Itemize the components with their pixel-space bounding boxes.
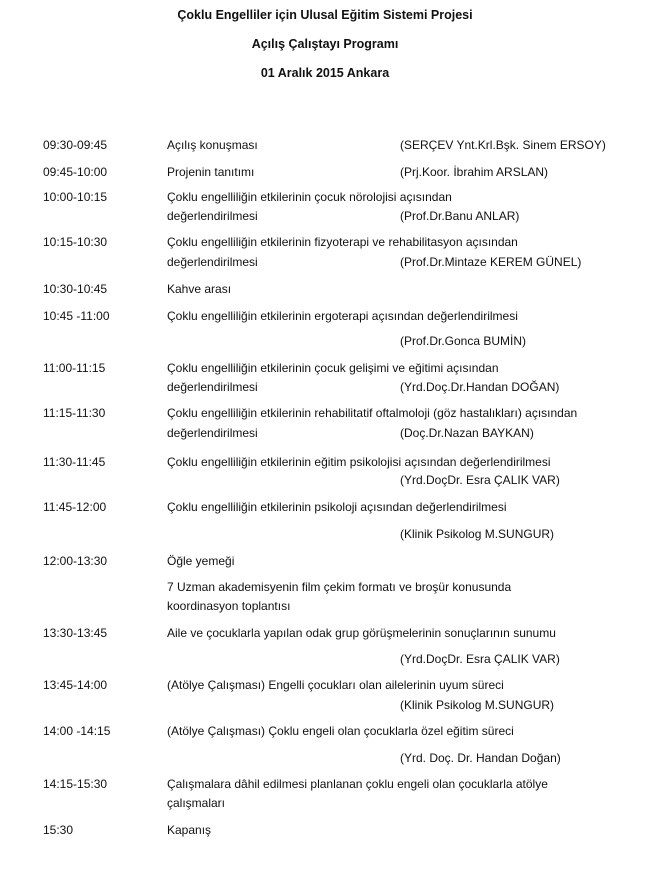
session-speaker: (Doç.Dr.Nazan BAYKAN) — [400, 426, 534, 440]
session-title: Öğle yemeği — [167, 554, 235, 568]
program-title: Açılış Çalıştayı Programı — [251, 37, 399, 51]
session-title: Çalışmalara dâhil edilmesi planlanan çoklu engeli olan çocuklarla atölye — [167, 777, 548, 791]
session-speaker: (Yrd. Doç. Dr. Handan Doğan) — [400, 751, 561, 765]
session-time: 10:30-10:45 — [43, 282, 108, 296]
session-time: 11:45-12:00 — [43, 500, 107, 514]
session-time: 13:30-13:45 — [43, 626, 108, 640]
session-time: 11:30-11:45 — [43, 455, 106, 469]
session-title: Çoklu engelliliğin etkilerinin rehabilitatif oftalmoloji (göz hastalıkları) açısından — [167, 406, 578, 420]
session-title: Kapanış — [167, 823, 212, 837]
session-title: Çoklu engelliliğin etkilerinin çocuk nörolojisi açısından — [167, 190, 452, 204]
session-title: Çoklu engelliliğin etkilerinin ergoterapi açısından değerlendirilmesi — [167, 309, 518, 323]
session-title-cont: değerlendirilmesi — [167, 380, 258, 394]
session-speaker: (SERÇEV Ynt.Krl.Bşk. Sinem ERSOY) — [400, 138, 606, 152]
session-time: 14:15-15:30 — [43, 777, 108, 791]
session-speaker: (Yrd.DoçDr. Esra ÇALIK VAR) — [400, 473, 560, 487]
session-title: Açılış konuşması — [167, 138, 258, 152]
session-title: Kahve arası — [167, 282, 232, 296]
session-speaker: (Prof.Dr.Mintaze KEREM GÜNEL) — [400, 255, 582, 269]
session-speaker: (Yrd.DoçDr. Esra ÇALIK VAR) — [400, 652, 560, 666]
session-time: 09:30-09:45 — [43, 138, 108, 152]
session-time: 09:45-10:00 — [43, 165, 108, 179]
session-speaker: (Prj.Koor. İbrahim ARSLAN) — [400, 165, 549, 179]
session-time: 10:00-10:15 — [43, 190, 108, 204]
date-location: 01 Aralık 2015 Ankara — [260, 66, 390, 80]
session-time: 13:45-14:00 — [43, 678, 108, 692]
session-title: Çoklu engelliliğin etkilerinin çocuk gelişimi ve eğitimi açısından — [167, 361, 499, 375]
project-title: Çoklu Engelliler için Ulusal Eğitim Sistemi Projesi — [177, 8, 473, 22]
session-time: 11:15-11:30 — [43, 406, 106, 420]
session-title-cont: değerlendirilmesi — [167, 209, 258, 223]
session-title-cont: değerlendirilmesi — [167, 255, 258, 269]
session-title-cont: değerlendirilmesi — [167, 426, 258, 440]
session-title: Aile ve çocuklarla yapılan odak grup görüşmelerinin sonuçlarının sunumu — [167, 626, 556, 640]
session-time: 11:00-11:15 — [43, 361, 106, 375]
session-title: Çoklu engelliliğin etkilerinin psikoloji açısından değerlendirilmesi — [167, 500, 507, 514]
session-time: 15:30 — [43, 823, 74, 837]
session-title-cont: çalışmaları — [167, 796, 226, 810]
session-title: Çoklu engelliliğin etkilerinin fizyoterapi ve rehabilitasyon açısından — [167, 235, 518, 249]
session-title: Çoklu engelliliğin etkilerinin eğitim psikolojisi açısından değerlendirilmesi — [167, 455, 551, 469]
session-time: 10:45 -11:00 — [43, 309, 110, 323]
session-speaker: (Yrd.Doç.Dr.Handan DOĞAN) — [400, 380, 560, 394]
session-speaker: (Klinik Psikolog M.SUNGUR) — [400, 698, 555, 712]
session-note-cont: koordinasyon toplantısı — [167, 599, 291, 613]
session-time: 10:15-10:30 — [43, 235, 108, 249]
session-note: 7 Uzman akademisyenin film çekim formatı ve broşür konusunda — [167, 580, 512, 594]
session-title: (Atölye Çalışması) Engelli çocukları olan ailelerinin uyum süreci — [167, 678, 504, 692]
session-speaker: (Prof.Dr.Banu ANLAR) — [400, 209, 520, 223]
session-speaker: (Prof.Dr.Gonca BUMİN) — [400, 334, 527, 348]
session-title: (Atölye Çalışması) Çoklu engeli olan çocuklarla özel eğitim süreci — [167, 724, 514, 738]
session-speaker: (Klinik Psikolog M.SUNGUR) — [400, 527, 555, 541]
session-time: 14:00 -14:15 — [43, 724, 111, 738]
session-title: Projenin tanıtımı — [167, 165, 255, 179]
session-time: 12:00-13:30 — [43, 554, 108, 568]
